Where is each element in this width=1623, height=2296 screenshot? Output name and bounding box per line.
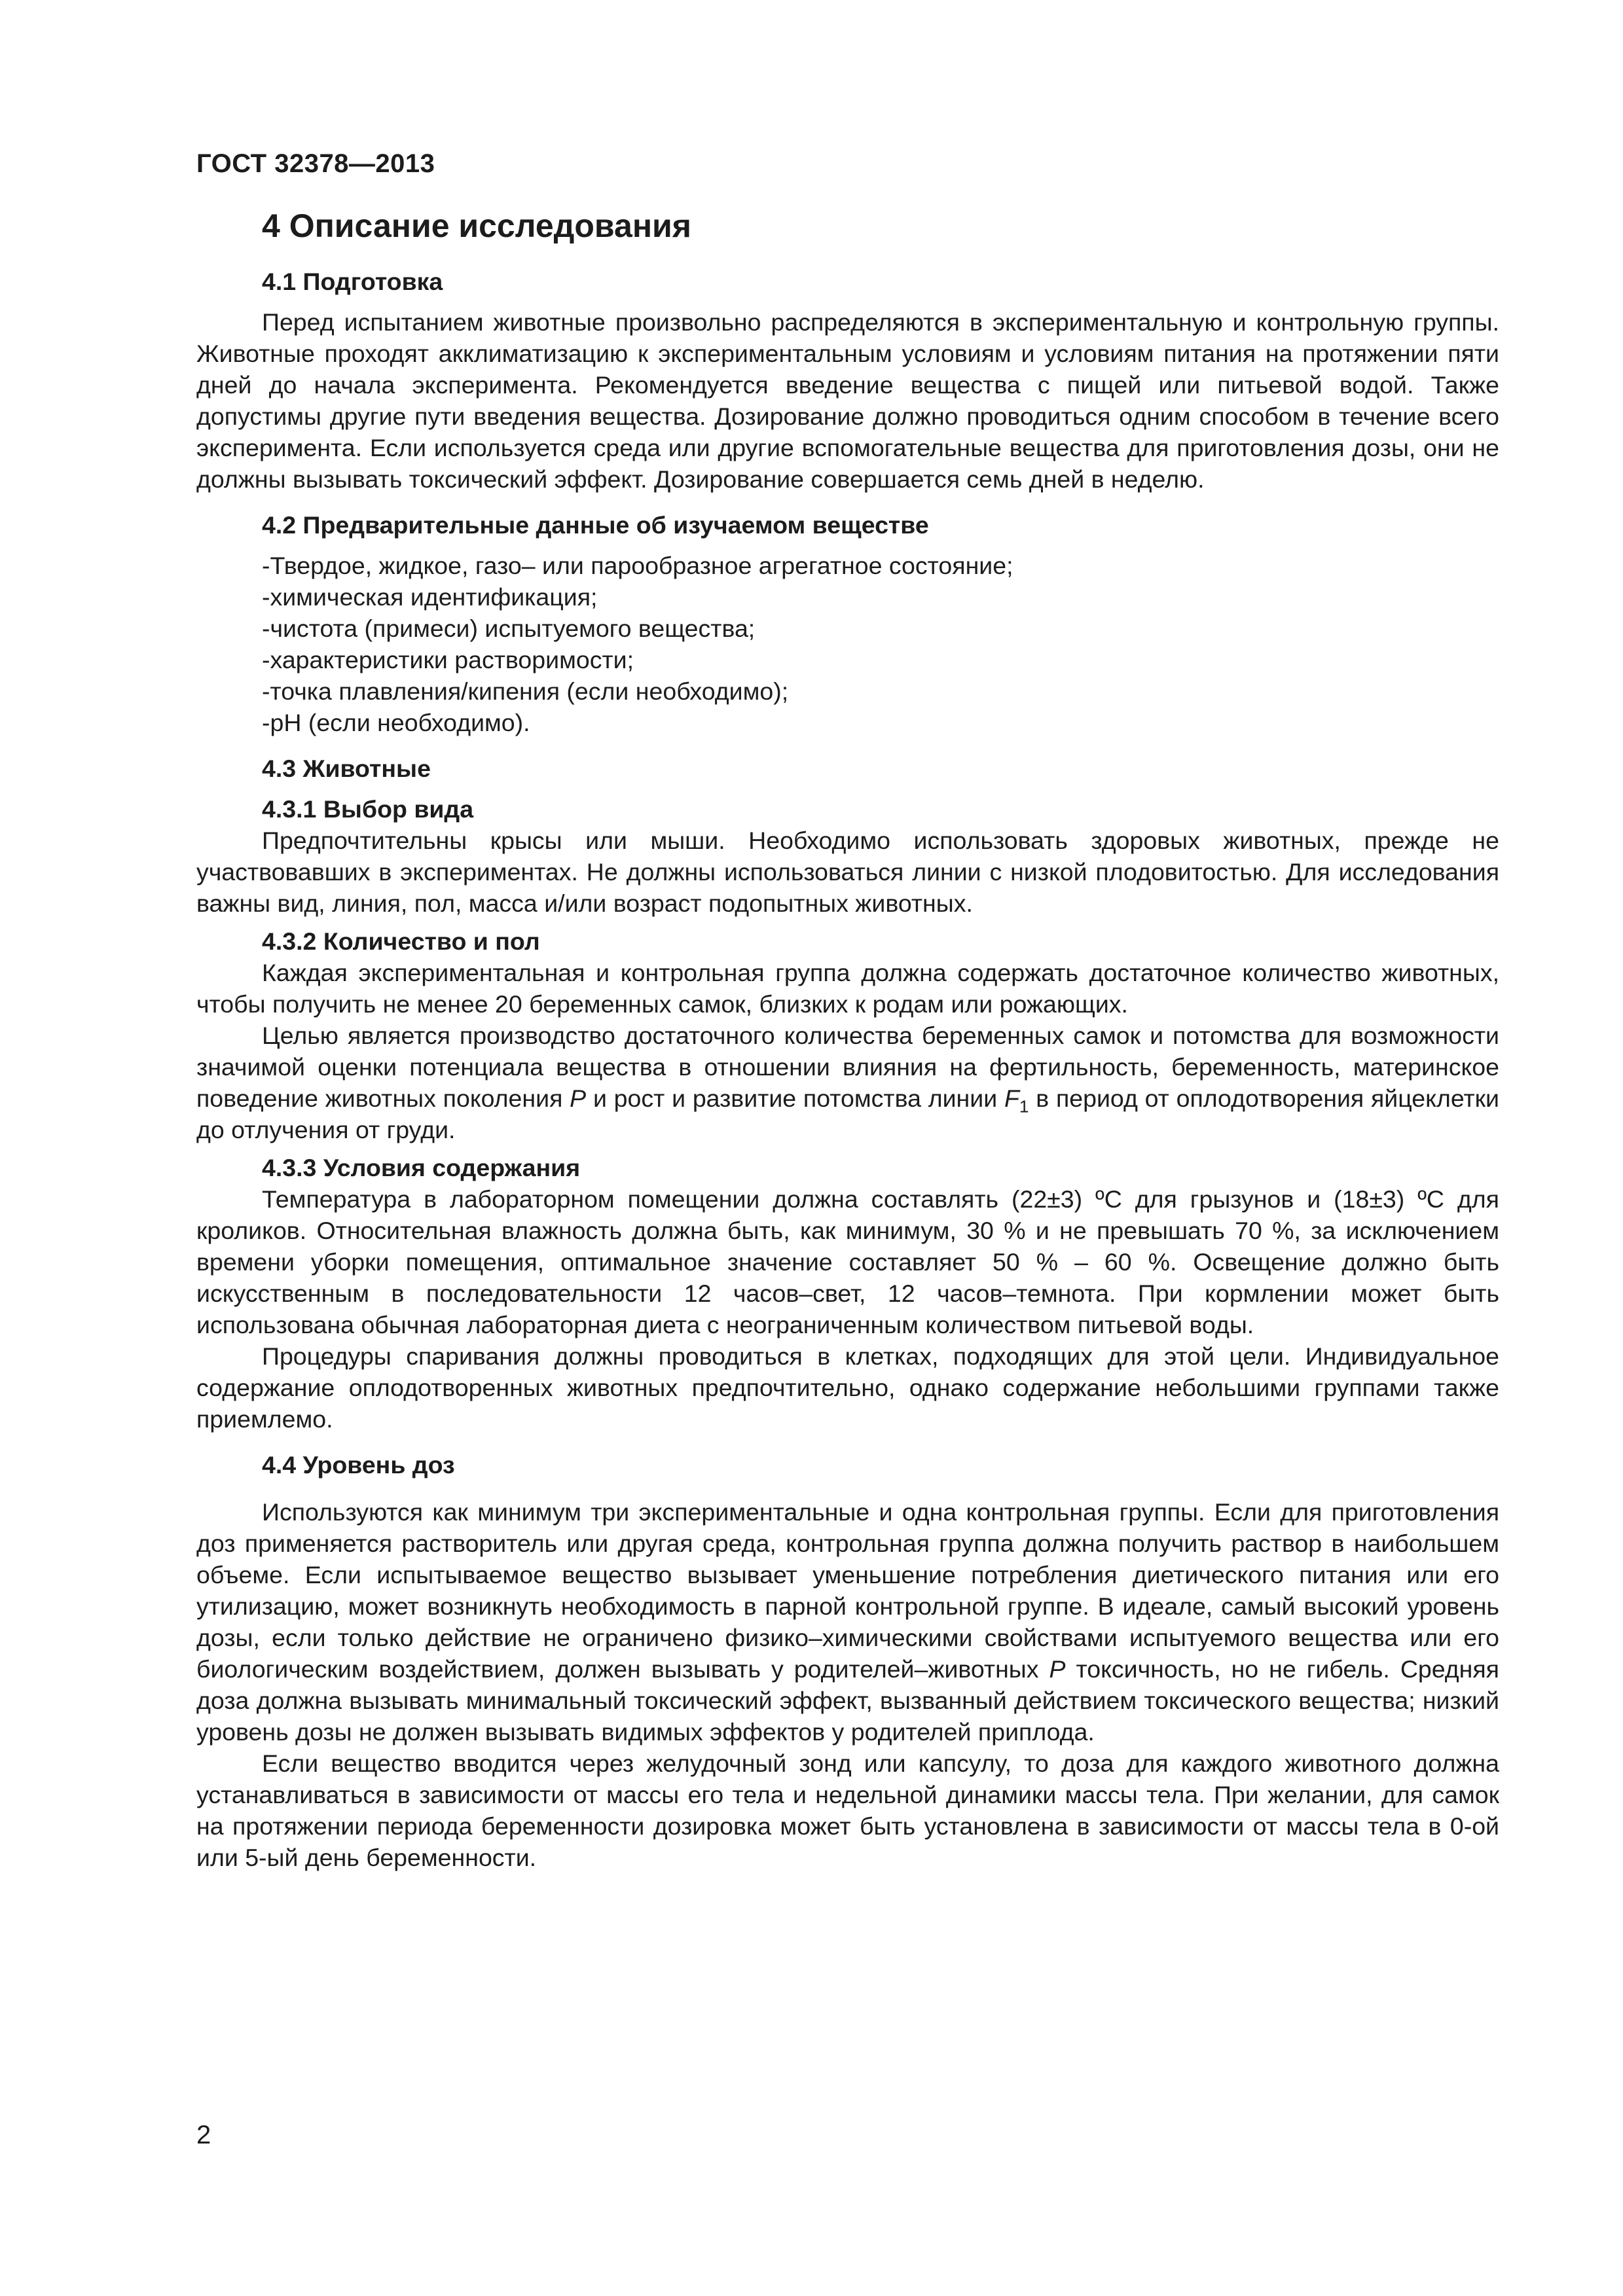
list-item: -точка плавления/кипения (если необходимо); [262,677,789,705]
subsection-4-1-paragraph: Перед испытанием животные произвольно распределяются в экспериментальную и контрольную группы. Животные проходят акклиматизацию к экспериментальным условиям и условиям питания на протяжении пяти дней до начала эксперимента. Рекомендуется введение вещества с пищей или питьевой водой. Также допустимы другие пути введения вещества. Дозирование должно проводиться одним способом в течение всего эксперимента. Если используется среда или другие вспомогательные вещества для приготовления дозы, они не должны вызывать токсический эффект. Дозирование совершается семь дней в неделю. [196,308,1499,493]
subsection-4-4-paragraph-1: Используются как минимум три экспериментальные и одна контрольная группы. Если для приготовления доз применяется растворитель или другая среда, контрольная группа должна получить раствор в наибольшем объеме. Если испытываемое вещество вызывает уменьшение потребления диетического питания или его утилизацию, может возникнуть необходимость в парной контрольной группе. В идеале, самый высокий уровень дозы, если только действие не ограничено физико–химическими свойствами испытуемого вещества или его биологическим воздействием, должен вызывать у родителей–животных P токсичность, но не гибель. Средняя доза должна вызывать минимальный токсический эффект, вызванный действием токсического вещества; низкий уровень дозы не должен вызывать видимых эффектов у родителей приплода. [196,1498,1499,1746]
subsection-4-3-3-title: 4.3.3 Условия содержания [262,1154,581,1181]
subsection-4-4-paragraph-2: Если вещество вводится через желудочный зонд или капсулу, то доза для каждого животного должна устанавливаться в зависимости от массы его тела и недельной динамики массы тела. При желании, для самок на протяжении периода беременности дозировка может быть установлена в зависимости от массы тела в 0-ой или 5-ый день беременности. [196,1749,1499,1871]
subsection-4-3-title: 4.3 Животные [262,755,431,782]
document-header: ГОСТ 32378—2013 [196,149,435,178]
list-item: -pH (если необходимо). [262,709,530,736]
subsection-4-3-1-title: 4.3.1 Выбор вида [262,795,474,823]
subsection-4-1-title: 4.1 Подготовка [262,268,443,295]
subsection-4-3-2-paragraph-1: Каждая экспериментальная и контрольная группа должна содержать достаточное количество животных, чтобы получить не менее 20 беременных самок, близких к родам или рожающих. [196,959,1499,1018]
preliminary-data-list [262,550,1499,738]
page-number: 2 [196,2121,211,2149]
subsection-4-3-1-paragraph: Предпочтительны крысы или мыши. Необходимо использовать здоровых животных, прежде не участвовавших в экспериментах. Не должны использоваться линии с низкой плодовитостью. Для исследования важны вид, линия, пол, масса и/или возраст подопытных животных. [196,827,1499,917]
subsection-4-3-3-paragraph-2: Процедуры спаривания должны проводиться в клетках, подходящих для этой цели. Индивидуальное содержание оплодотворенных животных предпочтительно, однако содержание небольшими группами также приемлемо. [196,1342,1499,1433]
list-item: -характеристики растворимости; [262,646,634,673]
section-title: 4 Описание исследования [262,207,691,244]
list-item: -Твердое, жидкое, газо– или парообразное агрегатное состояние; [262,552,1013,579]
subsection-4-3-2-paragraph-2: Целью является производство достаточного количества беременных самок и потомства для возможности значимой оценки потенциала вещества в отношении влияния на фертильность, беременность, материнское поведение животных поколения P и рост и развитие потомства линии $F_1$ в период от оплодотворения яйцеклетки до отлучения от груди. [196,1022,1499,1143]
subsection-4-2-title: 4.2 Предварительные данные об изучаемом веществе [262,511,929,539]
document-body [196,204,1499,1873]
list-item: -чистота (примеси) испытуемого вещества; [262,615,756,642]
list-item: -химическая идентификация; [262,583,598,611]
subsection-4-3-3-paragraph-1: Температура в лабораторном помещении должна составлять (22±3) ºС для грызунов и (18±3) ºС для кроликов. Относительная влажность должна быть, как минимум, 30 % и не превышать 70 %, за исключением времени уборки помещения, оптимальное значение составляет 50 % – 60 %. Освещение должно быть искусственным в последовательности 12 часов–свет, 12 часов–темнота. При кормлении может быть использована обычная лабораторная диета с неограниченным количеством питьевой воды. [196,1185,1499,1338]
subsection-4-4-title: 4.4 Уровень доз [262,1451,455,1479]
subsection-4-3-2-title: 4.3.2 Количество и пол [262,927,540,955]
